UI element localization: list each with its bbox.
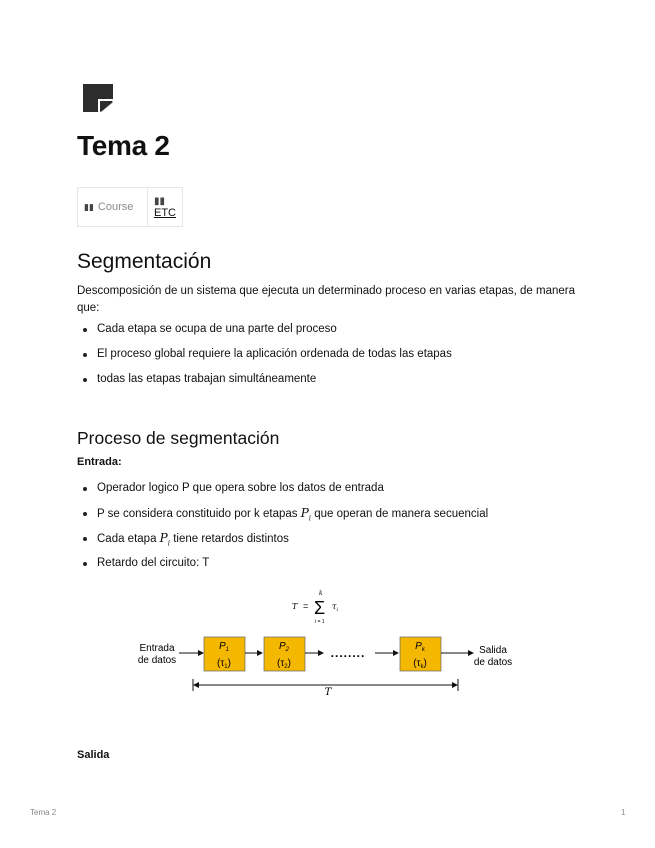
pipeline-diagram (135, 585, 520, 710)
list-item (77, 505, 488, 530)
property-key (78, 188, 148, 227)
text: que operan de manera secuencial (311, 508, 489, 520)
footer-title: Tema 2 (30, 808, 57, 817)
stage-name: $P_1$ (218, 641, 230, 653)
properties-table (77, 187, 183, 227)
paragraph: Descomposición de un sistema que ejecuta un determinado proceso en varias etapas, de manera que: (77, 285, 575, 314)
stage-delay: $(\tau_2)$ (277, 658, 291, 670)
list-item: Retardo del circuito: T (77, 555, 488, 580)
output-label: Salida (479, 645, 507, 656)
book-icon: ▮▮ (84, 202, 94, 212)
text: tiene retardos distintos (170, 533, 289, 545)
input-label: Entrada (139, 643, 175, 654)
salida-label: Salida (77, 749, 110, 761)
list-item: Operador logico P que opera sobre los datos de entrada (77, 480, 488, 505)
stage-delay: $(\tau_k)$ (413, 658, 427, 670)
list-item: Cada etapa se ocupa de una parte del proceso (77, 321, 452, 346)
bullet-list (77, 480, 488, 580)
formula-top: k (319, 590, 323, 597)
list-item: todas las etapas trabajan simultáneamente (77, 371, 452, 396)
formula-term: $\tau_i$ (332, 602, 339, 613)
stage-name: $P_2$ (278, 641, 290, 653)
course-link[interactable]: ETC (154, 206, 176, 219)
stage-delay: $(\tau_1)$ (217, 658, 231, 670)
page-icon (83, 84, 113, 112)
formula-bottom: i = 1 (315, 619, 325, 625)
text: P se considera constituido por k etapas (97, 508, 301, 520)
sigma-icon: Σ (314, 598, 326, 618)
total-delay-label: T (324, 687, 332, 698)
text: Cada etapa (97, 533, 160, 545)
math-symbol: $P_i$ (300, 506, 312, 523)
book-icon: ▮▮ (154, 195, 166, 207)
page-title: Tema 2 (77, 130, 170, 161)
dots: ........ (330, 646, 366, 660)
section-heading: Segmentación (77, 250, 212, 273)
input-label: de datos (137, 655, 177, 666)
output-label: de datos (473, 657, 513, 668)
entrada-label: Entrada: (77, 456, 122, 468)
formula-lhs: T (292, 602, 298, 611)
page-number: 1 (621, 808, 626, 817)
formula-eq: = (303, 601, 309, 611)
property-key-label: Course (97, 201, 134, 213)
section-heading: Proceso de segmentación (77, 428, 280, 448)
list-item (77, 530, 488, 555)
property-value (148, 188, 183, 227)
bullet-list (77, 321, 452, 396)
stage-name: $P_k$ (415, 641, 425, 653)
math-symbol: $P_i$ (159, 531, 170, 548)
list-item: El proceso global requiere la aplicación ordenada de todas las etapas (77, 346, 452, 371)
